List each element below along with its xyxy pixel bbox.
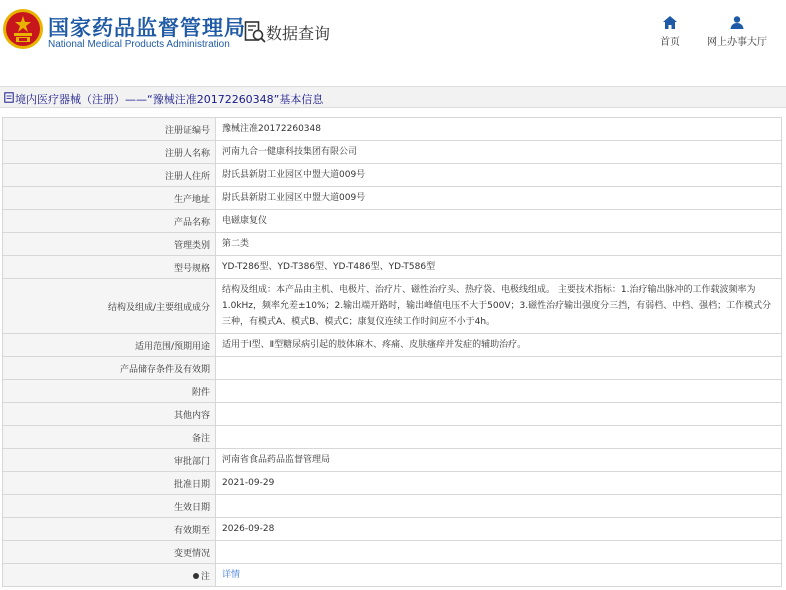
- table-row: [3, 256, 782, 279]
- row-label-management-class: 管理类别: [3, 233, 216, 256]
- row-value-note: [216, 564, 782, 587]
- table-row: [3, 403, 782, 426]
- data-query-title: 数据查询: [266, 24, 331, 43]
- row-label-registrant-name: 注册人名称: [3, 141, 216, 164]
- row-value-product-name: 电磁康复仪: [216, 210, 782, 233]
- row-label-approval-dept: 审批部门: [3, 449, 216, 472]
- table-row: [3, 233, 782, 256]
- row-value-storage: [216, 357, 782, 380]
- row-label-changes: 变更情况: [3, 541, 216, 564]
- table-row: [3, 564, 782, 587]
- table-row: [3, 279, 782, 334]
- data-query-icon: [244, 20, 266, 44]
- row-value-attachment: [216, 380, 782, 403]
- row-value-registration-number: 豫械注准20172260348: [216, 118, 782, 141]
- row-value-remarks: [216, 426, 782, 449]
- row-label-model-spec: 型号规格: [3, 256, 216, 279]
- row-value-management-class: 第二类: [216, 233, 782, 256]
- row-label-remarks: 备注: [3, 426, 216, 449]
- row-label-storage: 产品储存条件及有效期: [3, 357, 216, 380]
- row-value-valid-until: 2026-09-28: [216, 518, 782, 541]
- row-label-attachment: 附件: [3, 380, 216, 403]
- note-label-text: 注: [200, 571, 210, 582]
- table-row: [3, 541, 782, 564]
- row-value-approval-dept: 河南省食品药品监督管理局: [216, 449, 782, 472]
- page-title-bar: [0, 86, 786, 108]
- table-row: [3, 380, 782, 403]
- row-label-registration-number: 注册证编号: [3, 118, 216, 141]
- nav-online-service-hall[interactable]: [705, 16, 769, 48]
- user-icon: [730, 16, 744, 29]
- table-row: [3, 164, 782, 187]
- details-link[interactable]: 详情: [222, 570, 241, 580]
- row-value-intended-use: 适用于Ⅰ型、Ⅱ型糖尿病引起的肢体麻木、疼痛、皮肤瘙痒并发症的辅助治疗。: [216, 334, 782, 357]
- row-label-production-address: 生产地址: [3, 187, 216, 210]
- table-row: [3, 357, 782, 380]
- home-icon: [663, 16, 677, 29]
- row-value-registrant-address: 尉氏县新尉工业园区中盟大道009号: [216, 164, 782, 187]
- row-label-other: 其他内容: [3, 403, 216, 426]
- table-row: [3, 472, 782, 495]
- org-name-cn[interactable]: 国家药品监督管理局: [48, 16, 246, 40]
- document-icon: [4, 92, 14, 103]
- row-value-model-spec: YD-T286型、YD-T386型、YD-T486型、YD-T586型: [216, 256, 782, 279]
- row-label-intended-use: 适用范围/预期用途: [3, 334, 216, 357]
- page-title: 境内医疗器械（注册）——“豫械注准20172260348”基本信息: [15, 93, 324, 106]
- table-row: [3, 118, 782, 141]
- row-label-note: [3, 564, 216, 587]
- device-info-table: [2, 117, 782, 587]
- row-value-registrant-name: 河南九合一健康科技集团有限公司: [216, 141, 782, 164]
- row-value-effective-date: [216, 495, 782, 518]
- row-label-approval-date: 批准日期: [3, 472, 216, 495]
- row-value-production-address: 尉氏县新尉工业园区中盟大道009号: [216, 187, 782, 210]
- table-row: [3, 426, 782, 449]
- table-row: [3, 495, 782, 518]
- row-value-structure: 结构及组成：本产品由主机、电极片、治疗片、磁性治疗头、热疗袋、电极线组成。 主要技术指标：1.治疗输出脉冲的工作载波频率为1.0kHz，频率允差±10%；2.输出端开路时，输出峰值电压不大于500V；3.磁性治疗输出强度分三挡，有弱档、中档、强档；工作模式分三种，有模式A、模式B、模式C；康复仪连续工作时间应不小于4h。: [216, 279, 782, 334]
- org-name-en[interactable]: National Medical Products Administration: [48, 39, 230, 50]
- table-row: [3, 210, 782, 233]
- row-label-effective-date: 生效日期: [3, 495, 216, 518]
- row-label-product-name: 产品名称: [3, 210, 216, 233]
- row-label-structure: 结构及组成/主要组成成分: [3, 279, 216, 334]
- nav-home[interactable]: [655, 16, 685, 48]
- site-header: [0, 0, 786, 66]
- nav-online-label: 网上办事大厅: [707, 37, 767, 48]
- nav-home-label: 首页: [660, 37, 680, 48]
- table-row: [3, 449, 782, 472]
- table-row: [3, 141, 782, 164]
- row-value-approval-date: 2021-09-29: [216, 472, 782, 495]
- row-value-changes: [216, 541, 782, 564]
- table-row: [3, 334, 782, 357]
- bullet-icon: [193, 573, 199, 579]
- table-row: [3, 518, 782, 541]
- table-row: [3, 187, 782, 210]
- row-label-valid-until: 有效期至: [3, 518, 216, 541]
- national-emblem-logo[interactable]: [2, 8, 44, 50]
- row-value-other: [216, 403, 782, 426]
- row-label-registrant-address: 注册人住所: [3, 164, 216, 187]
